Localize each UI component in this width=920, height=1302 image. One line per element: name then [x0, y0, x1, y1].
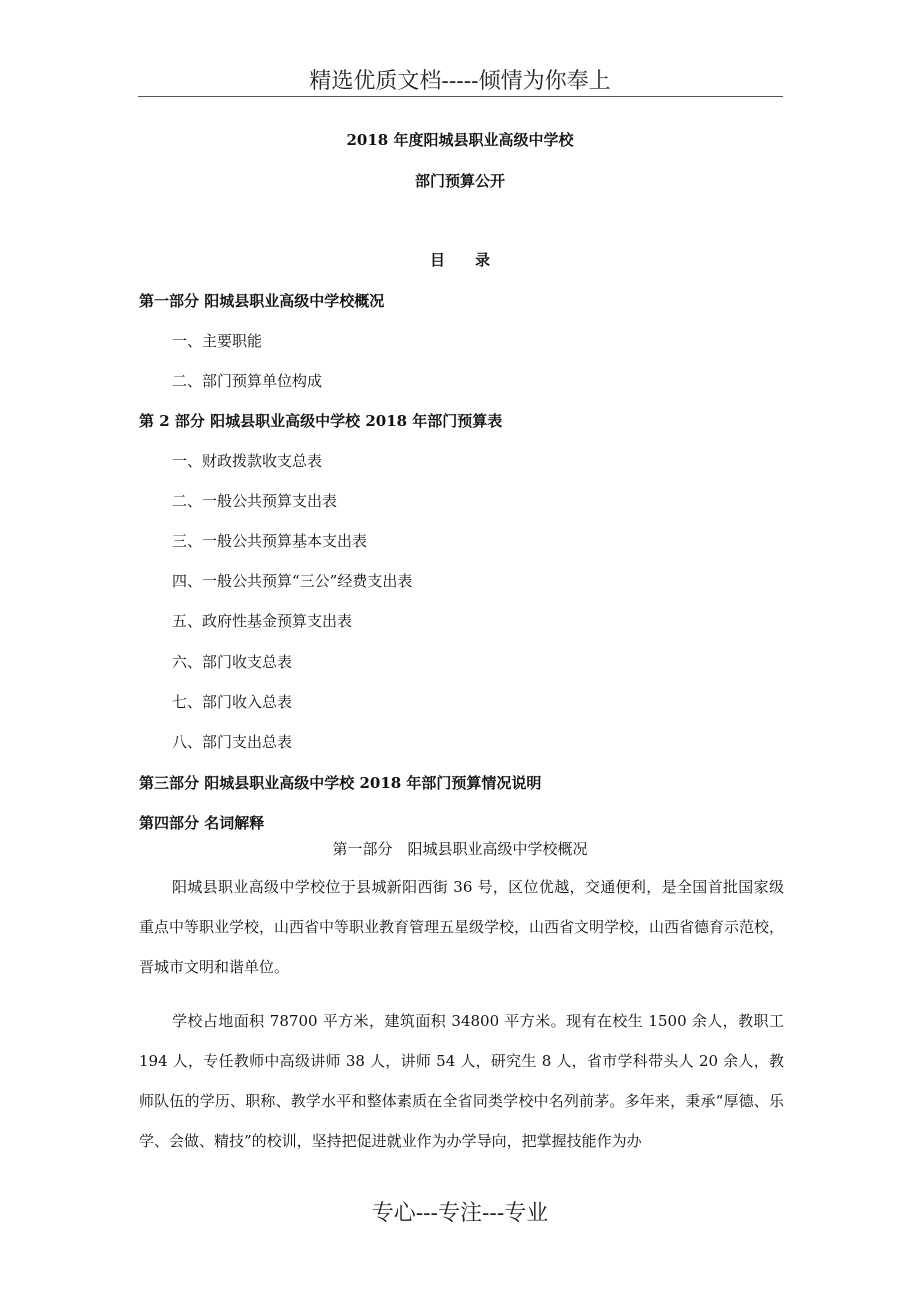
page-header: 精选优质文档-----倾情为你奉上: [309, 69, 611, 94]
toc-part-3: 第三部分 阳城县职业高级中学校 2018 年部门预算情况说明: [139, 774, 542, 792]
toc-item: 六、部门收支总表: [172, 653, 293, 671]
toc-part-4: 第四部分 名词解释: [139, 814, 265, 832]
body-paragraph: 学校占地面积 78700 平方米，建筑面积 34800 平方米。现有在校生 1500 余人，教职工 194 人，专任教师中高级讲师 38 人，讲师 54 人，研究生 8 人，省市学科带头人 20 余人，教师队伍的学历、职称、教学水平和整体素质在全省同类学校中名列前茅。多年来，秉承“厚德、乐学、会做、精技”的校训，坚持把促进就业作为办学导向，把掌握技能作为办: [139, 1012, 784, 1150]
toc-part-2: 第 2 部分 阳城县职业高级中学校 2018 年部门预算表: [139, 412, 503, 430]
toc-item: 七、部门收入总表: [172, 693, 293, 711]
document-title-line1: 2018 年度阳城县职业高级中学校: [346, 131, 574, 149]
body-paragraph: 阳城县职业高级中学校位于县城新阳西街 36 号，区位优越，交通便利，是全国首批国家级重点中等职业学校，山西省中等职业教育管理五星级学校，山西省文明学校，山西省德育示范校，晋城市文明和谐单位。: [139, 878, 785, 976]
section-heading: 第一部分 阳城县职业高级中学校概况: [332, 840, 588, 858]
document-title-line2: 部门预算公开: [414, 172, 505, 190]
toc-part-1: 第一部分 阳城县职业高级中学校概况: [139, 292, 385, 310]
toc-item: 四、一般公共预算“三公”经费支出表: [172, 572, 413, 590]
toc-item: 八、部门支出总表: [172, 733, 293, 751]
toc-heading: 目 录: [429, 251, 490, 269]
toc-item: 二、部门预算单位构成: [172, 372, 323, 390]
toc-item: 一、财政拨款收支总表: [172, 452, 323, 470]
toc-item: 三、一般公共预算基本支出表: [172, 532, 368, 550]
page-footer: 专心---专注---专业: [371, 1201, 549, 1226]
toc-item: 一、主要职能: [172, 332, 263, 350]
toc-item: 二、一般公共预算支出表: [172, 492, 338, 510]
header-divider: [138, 96, 783, 97]
toc-item: 五、政府性基金预算支出表: [172, 612, 353, 630]
